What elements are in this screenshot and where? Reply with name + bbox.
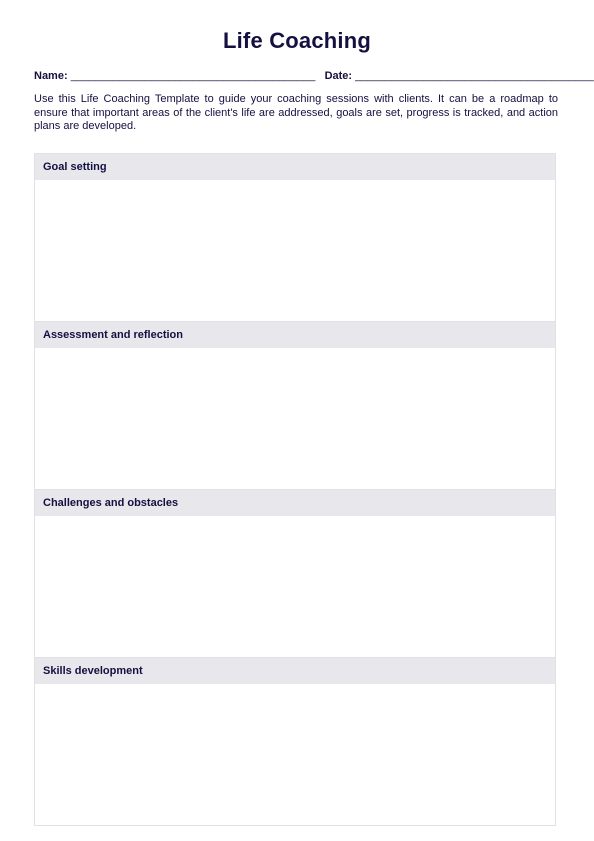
section-answer-area[interactable]	[35, 348, 555, 490]
section-goal-setting	[35, 154, 555, 322]
section-header: Goal setting	[35, 154, 555, 180]
name-label: Name:	[34, 70, 68, 82]
date-field[interactable]: _______________________________________	[355, 70, 594, 82]
section-header: Assessment and reflection	[35, 322, 555, 348]
coaching-table	[34, 153, 556, 826]
section-answer-area[interactable]	[35, 684, 555, 825]
section-assessment-reflection	[35, 322, 555, 490]
intro-paragraph: Use this Life Coaching Template to guide your coaching sessions with clients. It can be a roadmap to ensure that important areas of the client's life are addressed, goals are set, progress is tracked, and action plans are developed.	[34, 93, 558, 132]
date-label: Date:	[324, 70, 353, 82]
form-fields	[34, 70, 594, 82]
section-answer-area[interactable]	[35, 516, 555, 658]
section-challenges-obstacles	[35, 490, 555, 658]
name-field[interactable]: ________________________________________	[70, 70, 316, 82]
section-header: Challenges and obstacles	[35, 490, 555, 516]
page-title: Life Coaching	[222, 28, 372, 53]
section-header: Skills development	[35, 658, 555, 684]
section-answer-area[interactable]	[35, 180, 555, 322]
section-skills-development	[35, 658, 555, 825]
